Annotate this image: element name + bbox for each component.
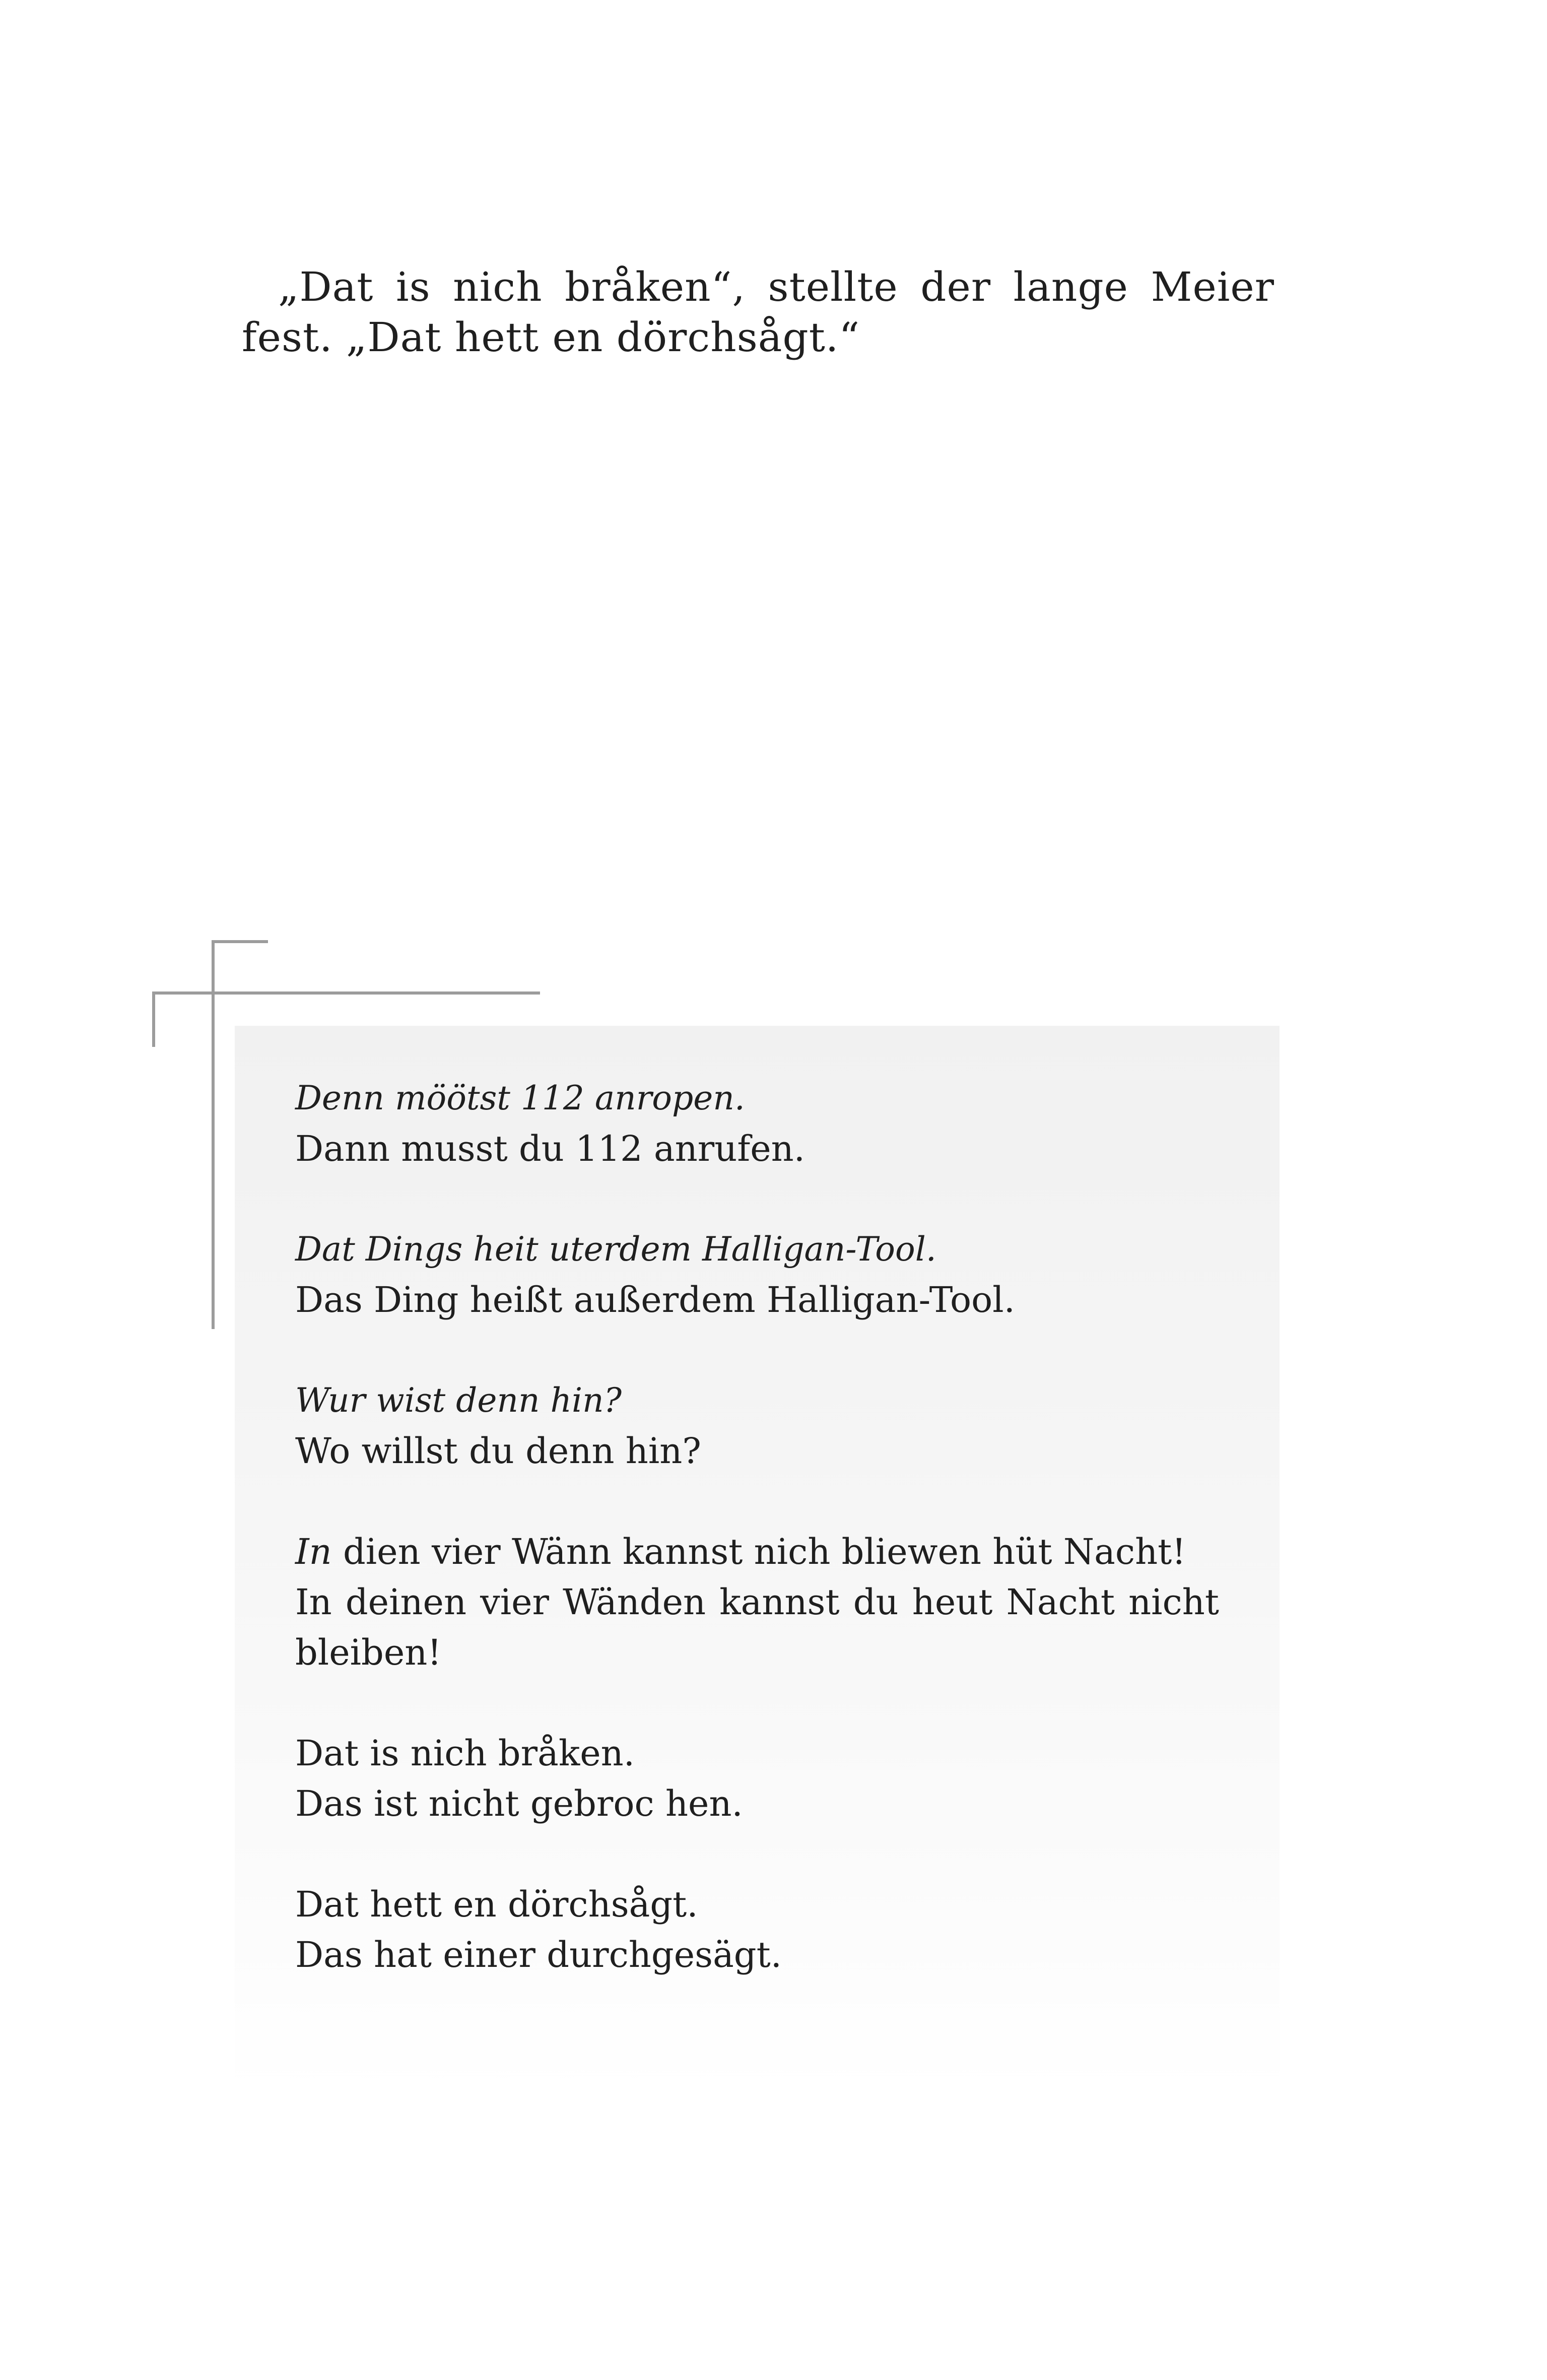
glossary-item: [295, 1728, 1219, 1829]
low-german-phrase: Wur wist denn hin?: [295, 1381, 622, 1420]
german-translation: In deinen vier Wänden kannst du heut Nacht nicht bleiben!: [295, 1581, 1219, 1673]
glossary-item: [295, 1375, 1219, 1476]
low-german-phrase-italic-part: In: [295, 1531, 332, 1572]
glossary-list: [295, 1073, 1219, 2030]
glossary-item: [295, 1073, 1219, 1174]
low-german-phrase: Dat is nich bråken.: [295, 1733, 635, 1774]
low-german-phrase: Dat hett en dörchsågt.: [295, 1884, 698, 1925]
low-german-phrase: Dat Dings heit uterdem Halligan-Tool.: [295, 1230, 936, 1269]
corner-mark-horizontal-bottom: [152, 991, 540, 995]
intro-line-2: hett en dörchsågt.“: [454, 314, 860, 361]
corner-mark-vertical-long: [212, 940, 215, 1329]
german-translation: Das Ding heißt außerdem Halligan-Tool.: [295, 1279, 1015, 1320]
german-translation: Wo willst du denn hin?: [295, 1430, 701, 1472]
low-german-phrase: Denn möötst 112 anropen.: [295, 1079, 745, 1117]
german-translation: Dann musst du 112 anrufen.: [295, 1128, 805, 1169]
glossary-item: [295, 1879, 1219, 1980]
low-german-phrase: [295, 1527, 1219, 1577]
intro-paragraph: [242, 262, 1274, 363]
german-translation: Das ist nicht gebroc hen.: [295, 1783, 743, 1824]
german-translation: Das hat einer durchgesägt.: [295, 1934, 782, 1975]
low-german-phrase-rest: dien vier Wänn kannst nich bliewen hüt Nacht!: [331, 1531, 1186, 1572]
intro-line-1: „Dat is nich bråken“, stellte der lange Meier fest. „Dat: [242, 263, 1274, 361]
corner-mark-vertical-short: [152, 991, 155, 1047]
glossary-item: [295, 1224, 1219, 1325]
corner-mark-horizontal-top: [212, 940, 268, 943]
glossary-item: [295, 1527, 1219, 1678]
